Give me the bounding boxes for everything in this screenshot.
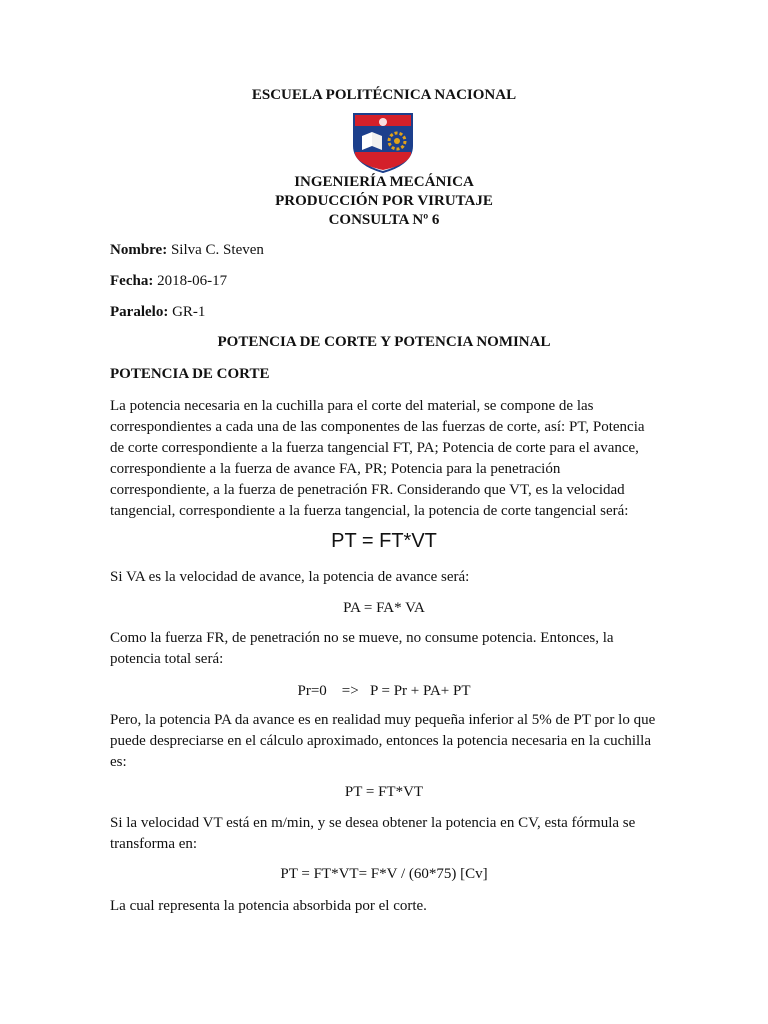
group-value: GR-1	[172, 304, 206, 320]
paragraph-3: Como la fuerza FR, de penetración no se mueve, no consume potencia. Entonces, la potencia total será:	[110, 630, 614, 667]
group-field	[110, 302, 658, 322]
name-label: Nombre:	[110, 242, 168, 258]
date-value: 2018-06-17	[157, 273, 228, 289]
formula-2: PA = FA* VA	[343, 600, 425, 616]
paragraph-5: Si la velocidad VT está en m/min, y se desea obtener la potencia en CV, esta fórmula se transforma en:	[110, 815, 636, 852]
paragraph-6: La cual representa la potencia absorbida por el corte.	[110, 898, 427, 914]
date-label: Fecha:	[110, 273, 154, 289]
formula-1: PT = FT*VT	[331, 530, 437, 552]
assignment-title: CONSULTA Nº 6	[328, 212, 440, 228]
group-label: Paralelo:	[110, 304, 169, 320]
paragraph-4: Pero, la potencia PA da avance es en realidad muy pequeña inferior al 5% de PT por lo que puede despreciarse en el cálculo aproximado, entonces la potencia necesaria en la cuchilla es:	[110, 712, 656, 770]
paragraph-1: La potencia necesaria en la cuchilla para el corte del material, se compone de las correspondientes a cada una de las componentes de las fuerzas de corte, así: PT, Potencia de corte correspondiente a la fuerza tangencial FT, PA; Potencia de corte para el avance, correspondiente a la fuerza de avance FA, PR; Potencia para la penetración correspondiente, a la fuerza de penetración FR. Considerando que VT, es la velocidad tangencial, correspondiente a la fuerza tangencial, la potencia de corte tangencial será:	[110, 398, 645, 519]
course-title: PRODUCCIÓN POR VIRUTAJE	[275, 193, 493, 209]
school-title: ESCUELA POLITÉCNICA NACIONAL	[251, 87, 517, 103]
subsection-title: POTENCIA DE CORTE	[110, 366, 270, 382]
formula-4: PT = FT*VT	[344, 784, 424, 800]
name-field	[110, 240, 658, 260]
formula-5: PT = FT*VT= F*V / (60*75) [Cv]	[280, 866, 488, 882]
name-value: Silva C. Steven	[170, 242, 264, 258]
career-title: INGENIERÍA MECÁNICA	[294, 174, 474, 190]
school-crest-logo	[350, 112, 416, 174]
section-title: POTENCIA DE CORTE Y POTENCIA NOMINAL	[217, 334, 551, 350]
date-field	[110, 271, 658, 291]
formula-3: Pr=0 => P = Pr + PA+ PT	[297, 683, 471, 699]
paragraph-2: Si VA es la velocidad de avance, la potencia de avance será:	[110, 569, 470, 585]
